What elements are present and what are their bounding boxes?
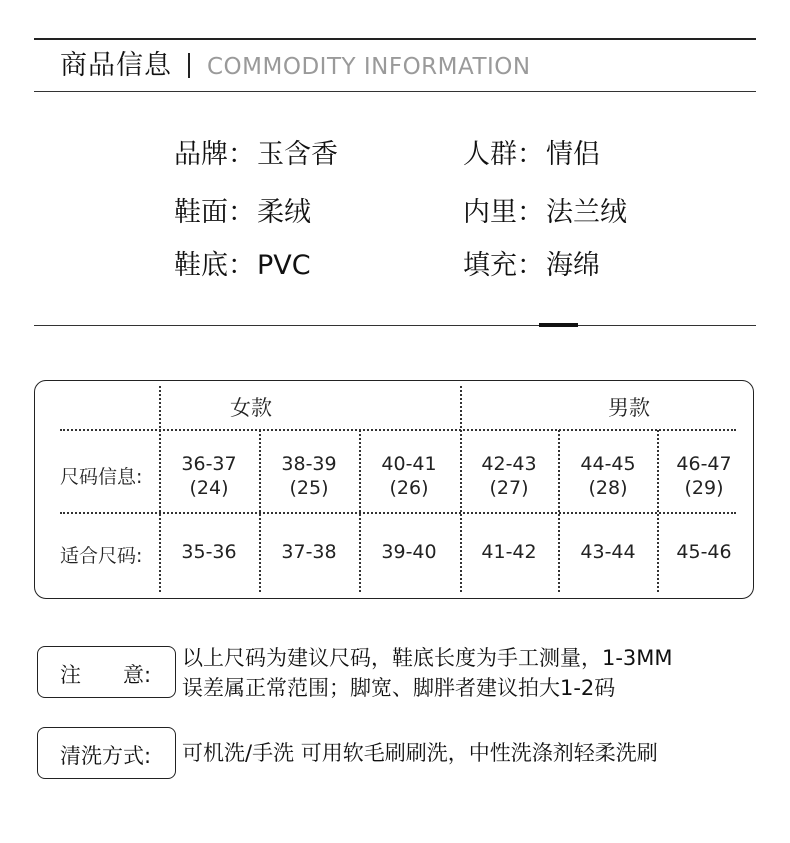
- info-lining: [463, 196, 627, 230]
- info-label: 人群: [463, 139, 517, 170]
- top-rule: [34, 38, 756, 40]
- wash-label: 清洗方式:: [60, 744, 152, 768]
- info-value: 情侣: [546, 139, 600, 170]
- info-separator: ：: [228, 197, 255, 228]
- info-separator: ：: [228, 139, 255, 170]
- info-label: 填充: [463, 250, 517, 281]
- note-line-1: 以上尺码为建议尺码，鞋底长度为手工测量，1-3MM: [182, 646, 673, 670]
- size-cell: [558, 452, 658, 500]
- sole-length: (27): [489, 477, 529, 499]
- fit-size-cell: 37-38: [281, 541, 337, 563]
- size-cell: [459, 452, 559, 500]
- section-title-en: COMMODITY INFORMATION: [207, 54, 531, 80]
- table-divider-h: [60, 512, 736, 514]
- table-divider-h: [60, 429, 736, 431]
- fit-size-cell: 41-42: [481, 541, 537, 563]
- size-cell: [259, 452, 359, 500]
- info-separator: ：: [517, 139, 544, 170]
- note-line-2: 误差属正常范围；脚宽、脚胖者建议拍大1-2码: [182, 676, 616, 700]
- info-label: 品牌: [174, 139, 228, 170]
- info-value: PVC: [257, 250, 311, 281]
- info-sole: [174, 249, 311, 283]
- info-separator: ：: [517, 197, 544, 228]
- size-cell: [359, 452, 459, 500]
- size-range: 36-37: [181, 453, 237, 475]
- row-label-size-info: 尺码信息:: [60, 466, 143, 488]
- wash-text: 可机洗/手洗 可用软毛刷刷洗，中性洗涤剂轻柔洗刷: [182, 741, 658, 765]
- accent-bar: [539, 323, 578, 327]
- sole-length: (25): [289, 477, 329, 499]
- info-separator: ：: [517, 250, 544, 281]
- sole-length: (29): [684, 477, 724, 499]
- size-cell: [159, 452, 259, 500]
- info-label: 鞋面: [174, 197, 228, 228]
- note-label: 注 意:: [60, 663, 152, 687]
- sole-length: (24): [189, 477, 229, 499]
- info-brand: [174, 138, 338, 172]
- info-upper: [174, 196, 311, 230]
- size-cell: [654, 452, 754, 500]
- sole-length: (26): [389, 477, 429, 499]
- sole-length: (28): [588, 477, 628, 499]
- info-value: 柔绒: [257, 197, 311, 228]
- size-range: 38-39: [281, 453, 337, 475]
- info-crowd: [463, 138, 600, 172]
- title-divider: [188, 53, 190, 78]
- size-range: 40-41: [381, 453, 437, 475]
- info-value: 法兰绒: [546, 197, 627, 228]
- size-range: 42-43: [481, 453, 537, 475]
- section-title-cn: 商品信息: [60, 50, 172, 81]
- info-value: 玉含香: [257, 139, 338, 170]
- fit-size-cell: 39-40: [381, 541, 437, 563]
- size-range: 44-45: [580, 453, 636, 475]
- info-label: 内里: [463, 197, 517, 228]
- size-range: 46-47: [676, 453, 732, 475]
- fit-size-cell: 45-46: [676, 541, 732, 563]
- info-separator: ：: [228, 250, 255, 281]
- info-bottom-rule: [34, 325, 756, 326]
- men-header: 男款: [608, 396, 650, 420]
- row-label-fit-size: 适合尺码:: [60, 545, 143, 567]
- info-value: 海绵: [546, 250, 600, 281]
- women-header: 女款: [230, 396, 272, 420]
- info-label: 鞋底: [174, 250, 228, 281]
- header-rule: [34, 91, 756, 92]
- fit-size-cell: 35-36: [181, 541, 237, 563]
- info-filling: [463, 249, 600, 283]
- fit-size-cell: 43-44: [580, 541, 636, 563]
